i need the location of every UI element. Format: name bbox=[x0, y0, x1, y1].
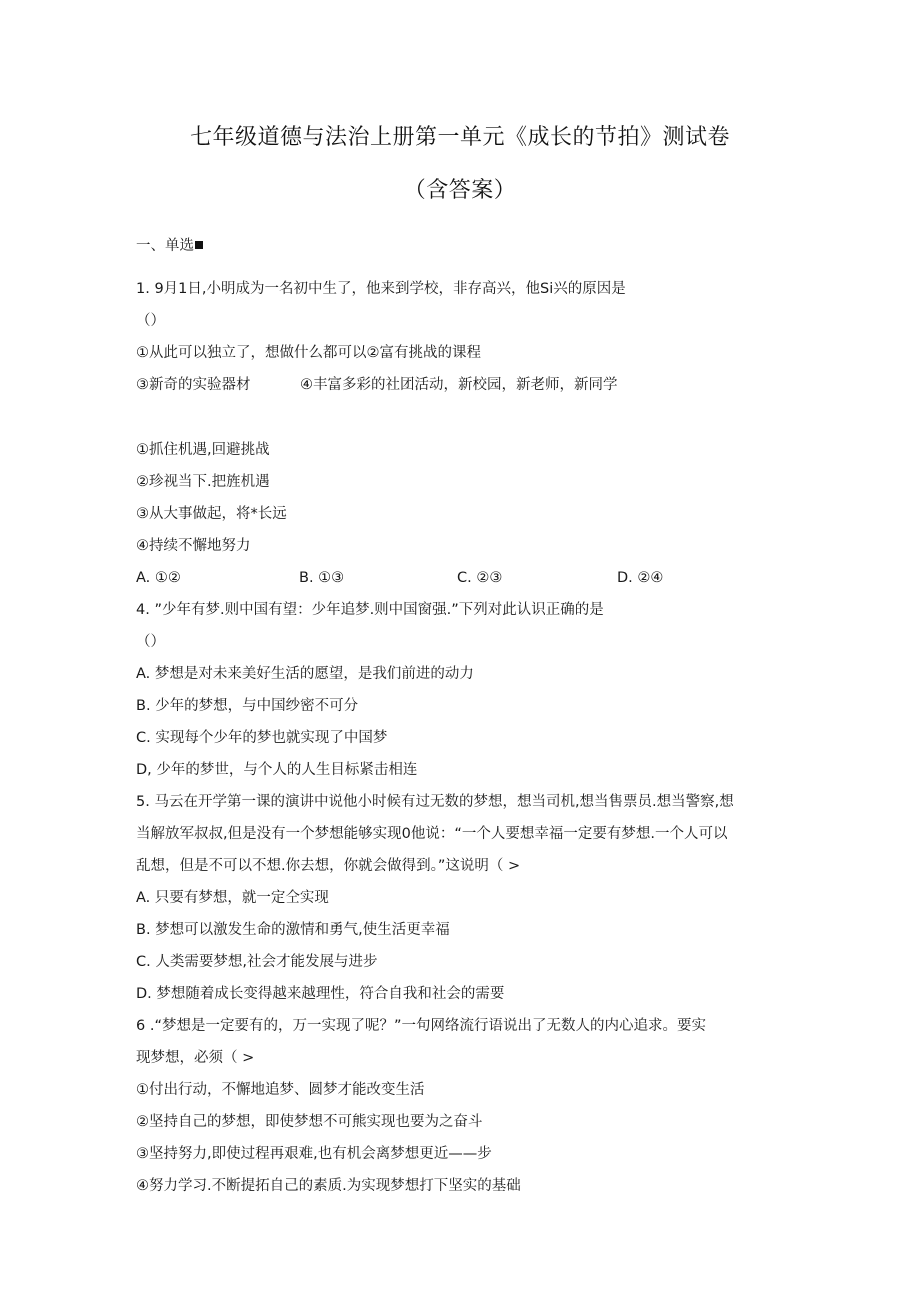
question-5-stem-line-1: 5. 马云在开学第一课的演讲中说他小时候有过无数的梦想，想当司机,想当售票员.想当警察,想 bbox=[136, 794, 734, 810]
square-bullet-icon bbox=[195, 241, 203, 249]
question-3-option-c: C. ②③ bbox=[457, 570, 503, 586]
document-subtitle: （含答案） bbox=[403, 178, 517, 203]
question-6-item-3: ③坚持努力,即使过程再艰难,也有机会离梦想更近——步 bbox=[136, 1146, 492, 1162]
question-1-choices-line: ①从此可以独立了，想做什么都可以②富有挑战的课程 bbox=[136, 345, 481, 361]
question-3-item-4: ④持续不懈地努力 bbox=[136, 538, 251, 554]
question-1-choice-3: ③新奇的实验器材 bbox=[136, 377, 251, 393]
question-1-stem: 1. 9月1日,小明成为一名初中生了，他来到学校，非存高兴，他Si兴的原因是 bbox=[136, 281, 626, 297]
question-5-option-c: C. 人类需要梦想,社会才能发展与进步 bbox=[136, 954, 378, 970]
question-4-option-a: A. 梦想是对未来美好生活的愿望，是我们前进的动力 bbox=[136, 666, 474, 682]
document-title: 七年级道德与法治上册第一单元《成长的节拍》测试卷 bbox=[189, 125, 730, 150]
question-3-option-d: D. ②④ bbox=[617, 570, 664, 586]
question-5-option-a: A. 只要有梦想，就一定仝实现 bbox=[136, 890, 329, 906]
question-1-paren: （） bbox=[136, 313, 165, 329]
question-6-stem-line-1: 6 .“梦想是一定要有的，万一实现了呢？”一句网络流行语说出了无数人的内心追求。要实 bbox=[136, 1018, 706, 1034]
question-5-option-b: B. 梦想可以激发生命的激情和勇气,使生活更幸福 bbox=[136, 922, 450, 938]
question-4-option-d: D, 少年的梦世，与个人的人生目标紧击相连 bbox=[136, 762, 418, 778]
question-5-option-d: D. 梦想随着成长变得越来越理性，符合自我和社会的需要 bbox=[136, 986, 505, 1002]
question-6-item-4: ④努力学习.不断提拓自己的素质.为实现梦想打下坚实的基础 bbox=[136, 1178, 521, 1194]
question-5-stem-line-3: 乱想，但是不可以不想.你去想，你就会做得到。”这说明（ > bbox=[136, 858, 521, 874]
question-3-option-b: B. ①③ bbox=[299, 570, 345, 586]
question-3-item-2: ②珍视当下.把旌机遇 bbox=[136, 474, 270, 490]
question-4-option-b: B. 少年的梦想，与中国纱密不可分 bbox=[136, 698, 359, 714]
section-heading: 一、单选 bbox=[136, 236, 203, 256]
question-3-item-1: ①抓住机遇,回避挑战 bbox=[136, 442, 270, 458]
question-5-stem-line-2: 当解放军叔叔,但是没有一个梦想能够实现0他说：“一个人要想幸福一定要有梦想.一个人可以 bbox=[136, 826, 728, 842]
question-3-item-3: ③从大事做起，将*长远 bbox=[136, 506, 287, 522]
question-1-choice-4: ④丰富多彩的社团活动，新校园，新老师，新同学 bbox=[300, 377, 618, 393]
question-4-paren: （） bbox=[136, 634, 165, 650]
question-6-item-1: ①付出行动，不懈地追梦、圆梦才能改变生活 bbox=[136, 1082, 425, 1098]
question-4-stem: 4. ”少年有梦.则中国有望：少年追梦.则中国窗强.”下列对此认识正确的是 bbox=[136, 602, 604, 618]
question-6-stem-line-2: 现梦想，必须（ > bbox=[136, 1050, 255, 1066]
question-4-option-c: C. 实现每个少年的梦也就实现了中国梦 bbox=[136, 730, 388, 746]
question-6-item-2: ②坚持自己的梦想，即使梦想不可熊实现也要为之奋斗 bbox=[136, 1114, 483, 1130]
question-3-option-a: A. ①② bbox=[136, 570, 181, 586]
